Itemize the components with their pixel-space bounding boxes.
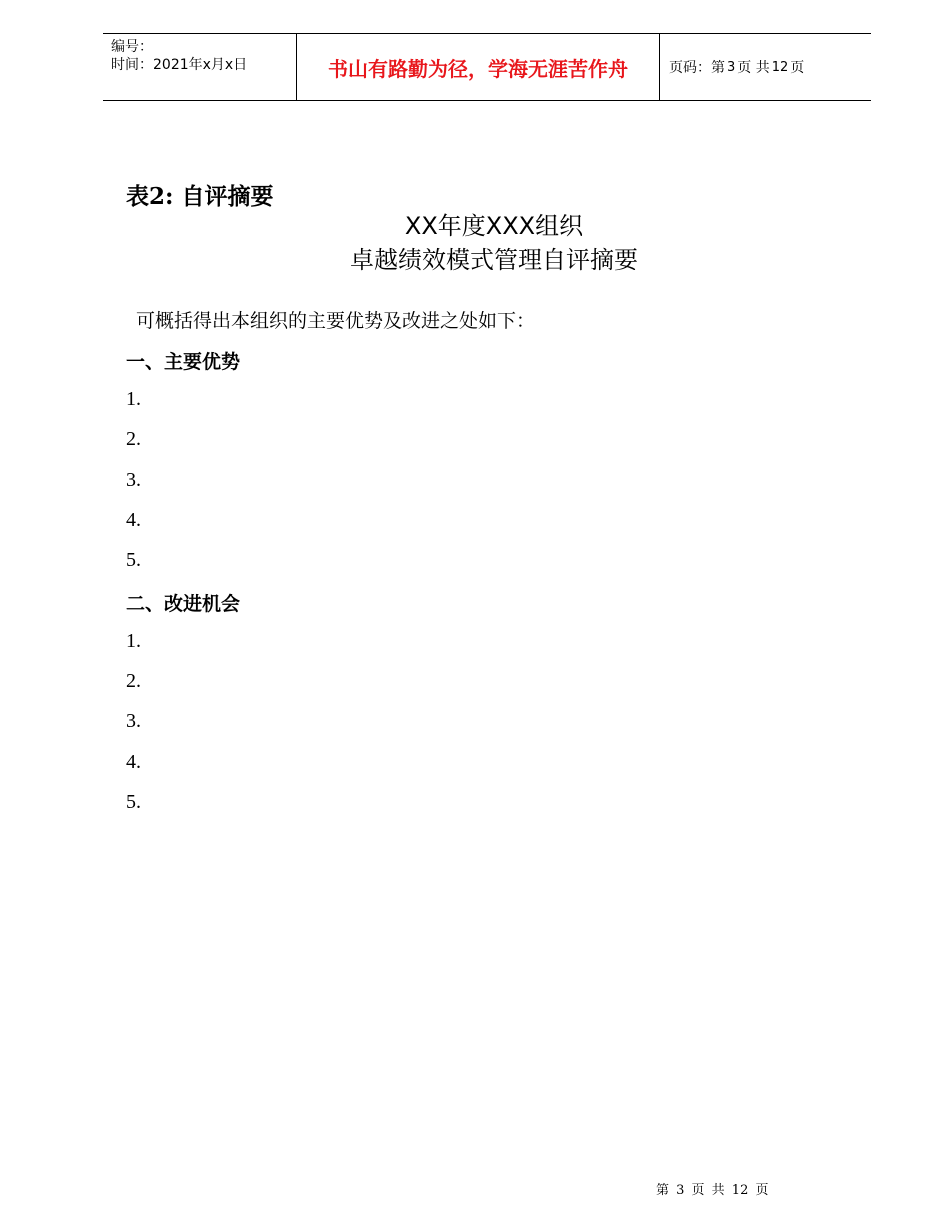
- page-suffix: 页: [790, 60, 805, 76]
- document-title-line2: 卓越绩效模式管理自评摘要: [350, 246, 638, 274]
- page-prefix: 页码：第: [669, 60, 725, 76]
- list-item: 1.: [126, 630, 141, 652]
- section-heading-strengths: 一、主要优势: [126, 351, 241, 373]
- table-label: 表2: 自评摘要: [126, 183, 274, 210]
- list-item: 1.: [126, 388, 141, 410]
- list-item: 4.: [126, 751, 141, 773]
- document-title-line1: XX年度XXX组织: [404, 212, 584, 240]
- header-page-info: [660, 34, 871, 100]
- list-item: 2.: [126, 670, 141, 692]
- list-item: 3.: [126, 710, 141, 732]
- list-item: 2.: [126, 428, 141, 450]
- page-total: 12: [771, 59, 789, 75]
- list-item: 5.: [126, 549, 141, 571]
- header-meta-cell: [103, 34, 297, 100]
- section-heading-improvements: 二、改进机会: [126, 593, 241, 615]
- date-line: 时间：2021年x月x日: [111, 57, 248, 73]
- header-motto: 书山有路勤为径，学海无涯苦作舟: [297, 34, 660, 100]
- list-item: 4.: [126, 509, 141, 531]
- page-mid: 页 共: [737, 60, 770, 76]
- page-header: [103, 33, 871, 101]
- page-current: 3: [727, 59, 736, 75]
- page-footer: 第 3 页 共 12 页: [656, 1183, 769, 1198]
- list-item: 5.: [126, 791, 141, 813]
- number-label: 编号：: [111, 39, 153, 55]
- intro-paragraph: 可概括得出本组织的主要优势及改进之处如下：: [136, 310, 536, 332]
- list-item: 3.: [126, 469, 141, 491]
